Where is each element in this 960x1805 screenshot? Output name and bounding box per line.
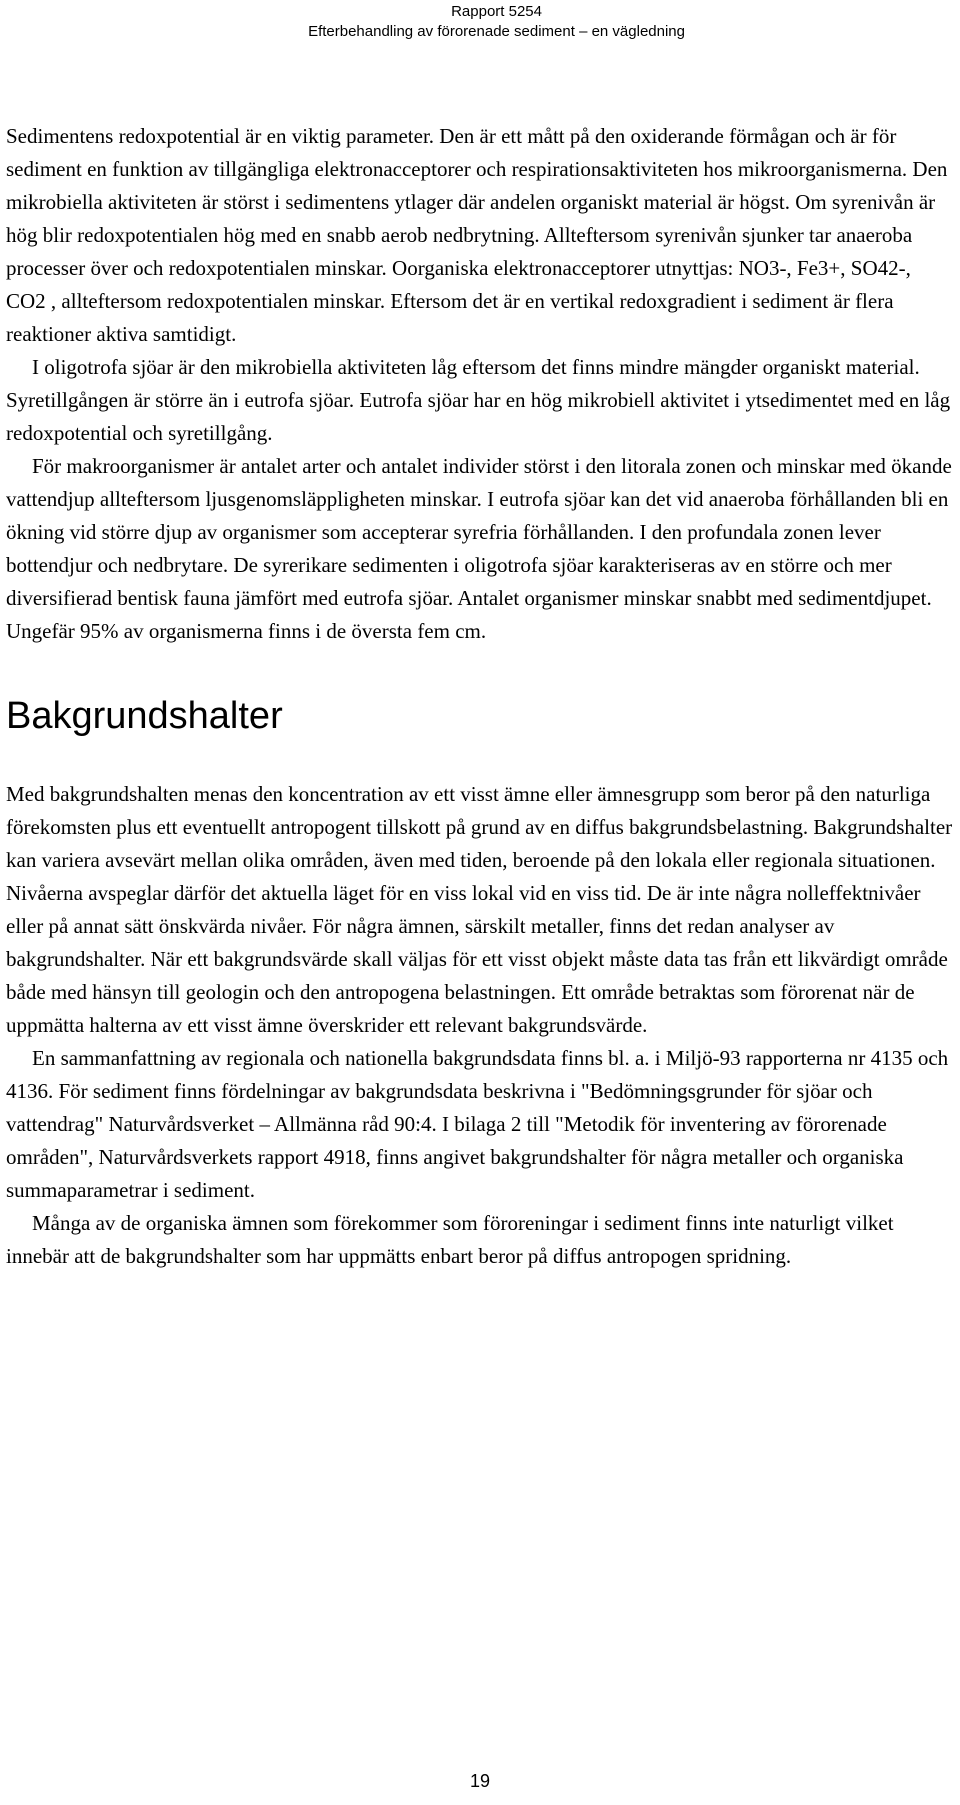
page-header <box>308 2 685 42</box>
paragraph-organic-substances: Många av de organiska ämnen som förekommer som föroreningar i sediment finns inte naturligt vilket innebär att de bakgrundshalter som har uppmätts enbart beror på diffus antropogen spridning. <box>6 1211 894 1268</box>
section-heading: Bakgrundshalter <box>6 695 283 737</box>
paragraph-redox: Sedimentens redoxpotential är en viktig parameter. Den är ett mått på den oxiderande förmågan och är för sediment en funktion av tillgängliga elektronacceptorer och respirationsaktiviteten hos mikroorganismerna. Den mikrobiella aktiviteten är störst i sedimentens ytlager där andelen organiskt material är högst. Om syrenivån är hög blir redoxpotentialen hög med en snabb aerob nedbrytning. Allteftersom syrenivån sjunker tar anaeroba processer över och redoxpotentialen minskar. Oorganiska elektronacceptorer utnyttjas: NO3-, Fe3+, SO42-, CO2 , allteftersom redoxpotentialen minskar. Eftersom det är en vertikal redoxgradient i sediment är flera reaktioner aktiva samtidigt. <box>6 124 948 346</box>
paragraph-oligotrophic: I oligotrofa sjöar är den mikrobiella aktiviteten låg eftersom det finns mindre mängder organiskt material. Syretillgången är större än i eutrofa sjöar. Eutrofa sjöar har en hög mikrobiell aktivitet i ytsedimentet med en låg redoxpotential och syretillgång. <box>6 355 951 445</box>
page-number: 19 <box>469 1771 491 1791</box>
paragraph-macroorganisms: För makroorganismer är antalet arter och antalet individer störst i den litorala zonen och minskar med ökande vattendjup allteftersom ljusgenomsläppligheten minskar. I eutrofa sjöar kan det vid anaeroba förhållanden bli en ökning vid större djup av organismer som accepterar syrefria förhållanden. I den profundala zonen lever bottendjur och nedbrytare. De syrerikare sedimenten i oligotrofa sjöar karakteriseras av en större och mer diversifierad bentisk fauna jämfört med eutrofa sjöar. Antalet organismer minskar snabbt med sedimentdjupet. Ungefär 95% av organismerna finns i de översta fem cm. <box>6 454 952 643</box>
paragraph-background-definition: Med bakgrundshalten menas den koncentration av ett visst ämne eller ämnesgrupp som beror på den naturliga förekomsten plus ett eventuellt antropogent tillskott på grund av en diffus bakgrundsbelastning. Bakgrundshalter kan variera avsevärt mellan olika områden, även med tiden, beroende på den lokala eller regionala situationen. Nivåerna avspeglar därför det aktuella läget för en viss lokal vid en viss tid. De är inte några nolleffektnivåer eller på annat sätt önskvärda nivåer. För några ämnen, särskilt metaller, finns det redan analyser av bakgrundshalter. När ett bakgrundsvärde skall väljas för ett visst objekt måste data tas från ett likvärdigt område både med hänsyn till geologin och den antropogena belastningen. Ett område betraktas som förorenat när de uppmätta halterna av ett visst ämne överskrider ett relevant bakgrundsvärde. <box>6 782 953 1037</box>
paragraph-background-data: En sammanfattning av regionala och nationella bakgrundsdata finns bl. a. i Miljö-93 rapporterna nr 4135 och 4136. För sediment finns fördelningar av bakgrundsdata beskrivna i "Bedömningsgrunder för sjöar och vattendrag" Naturvårdsverket – Allmänna råd 90:4. I bilaga 2 till "Metodik för inventering av förorenade områden", Naturvårdsverkets rapport 4918, finns angivet bakgrundshalter för några metaller och organiska summaparametrar i sediment. <box>6 1046 949 1202</box>
page-content <box>6 120 954 1273</box>
report-title: Efterbehandling av förorenade sediment – en vägledning <box>308 23 685 40</box>
report-number: Rapport 5254 <box>451 3 542 20</box>
